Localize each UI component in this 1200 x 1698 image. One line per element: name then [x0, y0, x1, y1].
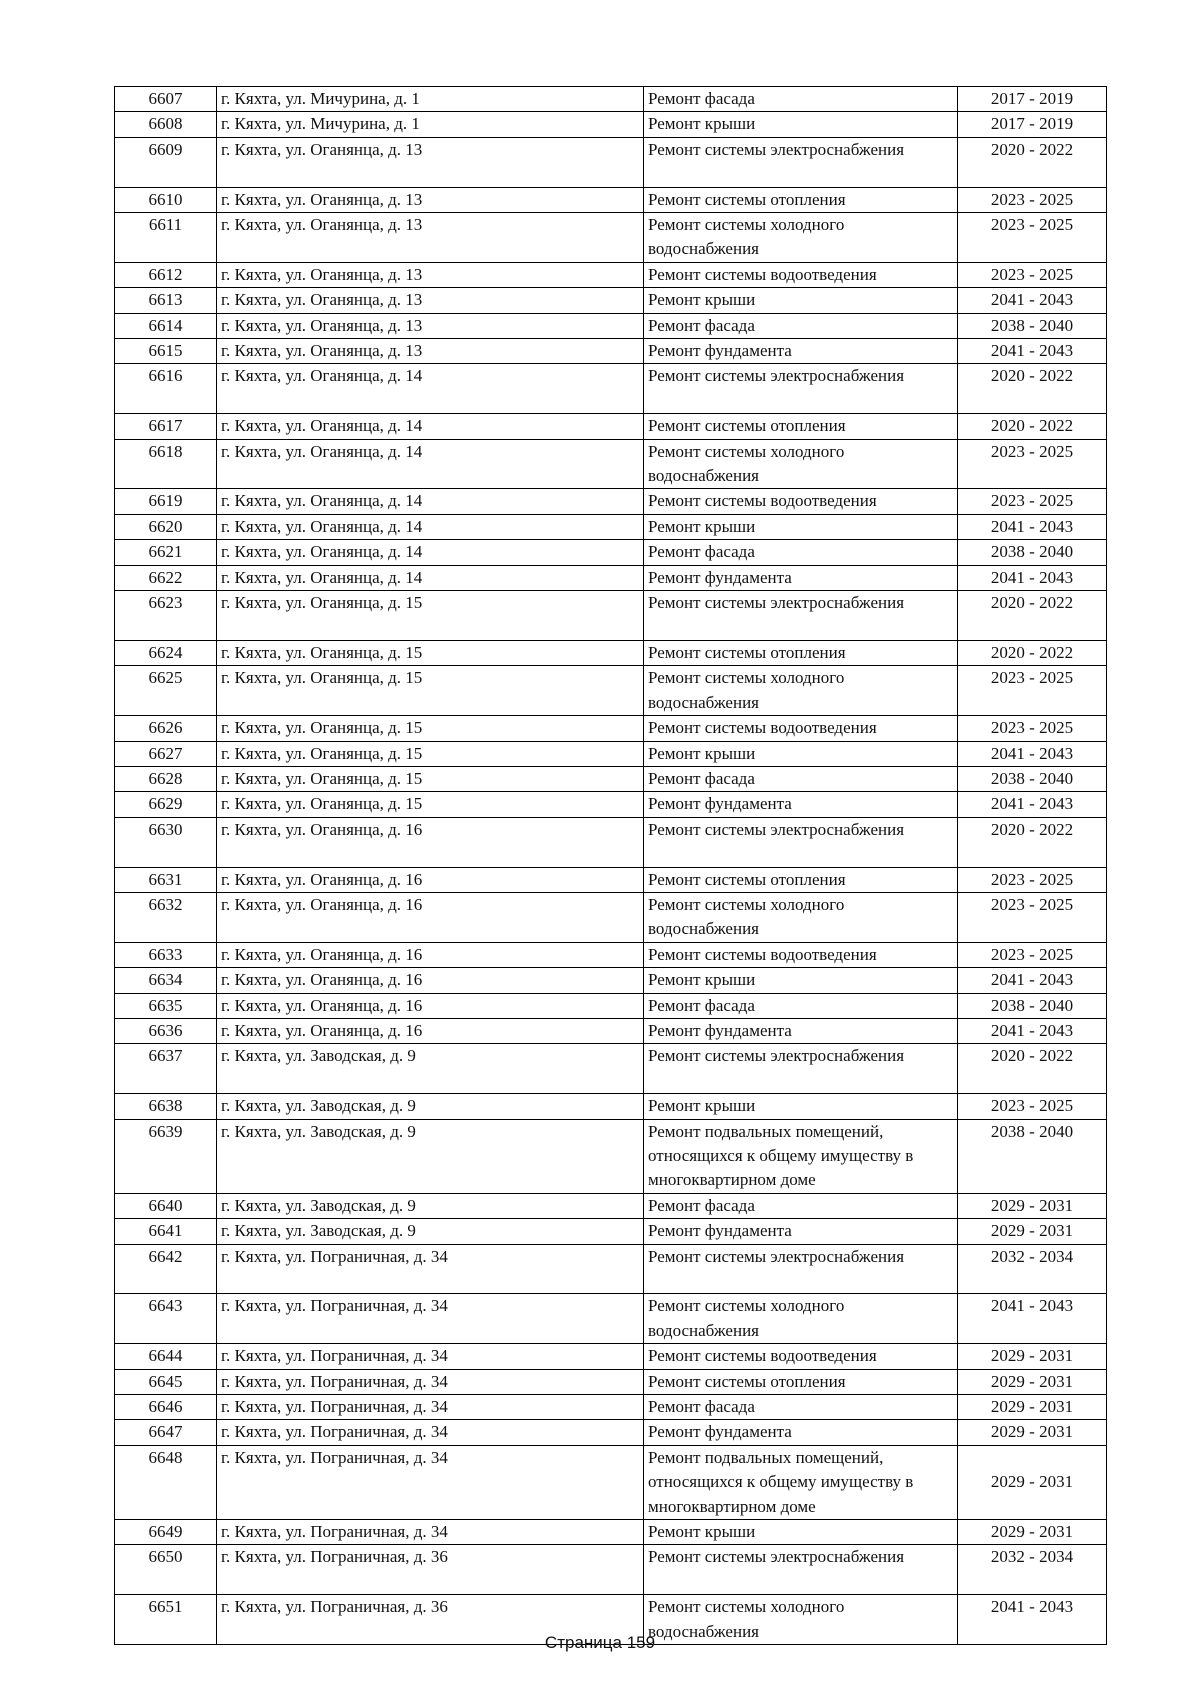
row-address: г. Кяхта, ул. Заводская, д. 9	[217, 1219, 644, 1244]
row-address: г. Кяхта, ул. Пограничная, д. 34	[217, 1344, 644, 1369]
row-address: г. Кяхта, ул. Пограничная, д. 36	[217, 1545, 644, 1595]
row-number: 6651	[115, 1595, 217, 1645]
table-row	[115, 867, 1107, 892]
table-row	[115, 313, 1107, 338]
row-work-type: Ремонт системы электроснабжения	[644, 1244, 958, 1294]
row-work-type: Ремонт системы холодного водоснабжения	[644, 892, 958, 942]
row-period: 2032 - 2034	[958, 1244, 1107, 1294]
row-number: 6623	[115, 591, 217, 641]
row-address: г. Кяхта, ул. Пограничная, д. 34	[217, 1244, 644, 1294]
row-number: 6633	[115, 942, 217, 967]
row-address: г. Кяхта, ул. Пограничная, д. 34	[217, 1294, 644, 1344]
row-period: 2023 - 2025	[958, 867, 1107, 892]
row-work-type: Ремонт крыши	[644, 514, 958, 539]
row-work-type: Ремонт фундамента	[644, 1420, 958, 1445]
table-row	[115, 540, 1107, 565]
row-number: 6613	[115, 288, 217, 313]
table-row	[115, 1044, 1107, 1094]
row-period: 2029 - 2031	[958, 1369, 1107, 1394]
row-address: г. Кяхта, ул. Оганянца, д. 13	[217, 288, 644, 313]
row-period: 2020 - 2022	[958, 1044, 1107, 1094]
row-number: 6644	[115, 1344, 217, 1369]
table-row	[115, 591, 1107, 641]
table-row	[115, 792, 1107, 817]
table-row	[115, 1520, 1107, 1545]
row-period: 2041 - 2043	[958, 1294, 1107, 1344]
row-work-type: Ремонт крыши	[644, 1520, 958, 1545]
table-row	[115, 942, 1107, 967]
table-row	[115, 87, 1107, 112]
row-work-type: Ремонт фасада	[644, 540, 958, 565]
table-row	[115, 1193, 1107, 1218]
row-period: 2023 - 2025	[958, 187, 1107, 212]
row-address: г. Кяхта, ул. Оганянца, д. 16	[217, 1018, 644, 1043]
row-work-type: Ремонт системы водоотведения	[644, 262, 958, 287]
row-period: 2041 - 2043	[958, 1595, 1107, 1645]
table-row	[115, 993, 1107, 1018]
row-period: 2017 - 2019	[958, 112, 1107, 137]
row-work-type: Ремонт крыши	[644, 741, 958, 766]
row-number: 6614	[115, 313, 217, 338]
table-row	[115, 1094, 1107, 1119]
row-period: 2029 - 2031	[958, 1219, 1107, 1244]
row-address: г. Кяхта, ул. Заводская, д. 9	[217, 1193, 644, 1218]
row-work-type: Ремонт системы водоотведения	[644, 942, 958, 967]
row-work-type: Ремонт подвальных помещений, относящихся к общему имуществу в многоквартирном доме	[644, 1119, 958, 1193]
row-period: 2038 - 2040	[958, 1119, 1107, 1193]
row-period: 2023 - 2025	[958, 262, 1107, 287]
row-work-type: Ремонт системы электроснабжения	[644, 364, 958, 414]
table-row	[115, 716, 1107, 741]
table-row	[115, 968, 1107, 993]
row-work-type: Ремонт крыши	[644, 112, 958, 137]
table-row	[115, 489, 1107, 514]
row-period: 2029 - 2031	[958, 1193, 1107, 1218]
table-row	[115, 1420, 1107, 1445]
row-period: 2023 - 2025	[958, 666, 1107, 716]
row-work-type: Ремонт системы холодного водоснабжения	[644, 439, 958, 489]
row-period: 2020 - 2022	[958, 414, 1107, 439]
table-row	[115, 288, 1107, 313]
row-work-type: Ремонт системы отопления	[644, 867, 958, 892]
row-number: 6632	[115, 892, 217, 942]
row-period: 2041 - 2043	[958, 288, 1107, 313]
row-work-type: Ремонт подвальных помещений, относящихся к общему имуществу в многоквартирном доме	[644, 1445, 958, 1519]
row-number: 6641	[115, 1219, 217, 1244]
table-row	[115, 414, 1107, 439]
row-number: 6618	[115, 439, 217, 489]
row-address: г. Кяхта, ул. Пограничная, д. 34	[217, 1395, 644, 1420]
row-address: г. Кяхта, ул. Оганянца, д. 16	[217, 892, 644, 942]
row-period: 2032 - 2034	[958, 1545, 1107, 1595]
table-row	[115, 213, 1107, 263]
row-period: 2041 - 2043	[958, 1018, 1107, 1043]
row-address: г. Кяхта, ул. Оганянца, д. 14	[217, 565, 644, 590]
row-work-type: Ремонт крыши	[644, 288, 958, 313]
row-period: 2041 - 2043	[958, 514, 1107, 539]
row-address: г. Кяхта, ул. Пограничная, д. 34	[217, 1369, 644, 1394]
row-number: 6642	[115, 1244, 217, 1294]
row-number: 6621	[115, 540, 217, 565]
table-row	[115, 640, 1107, 665]
row-work-type: Ремонт системы водоотведения	[644, 489, 958, 514]
table-row	[115, 339, 1107, 364]
row-period: 2029 - 2031	[958, 1344, 1107, 1369]
row-work-type: Ремонт фундамента	[644, 339, 958, 364]
row-address: г. Кяхта, ул. Оганянца, д. 14	[217, 414, 644, 439]
row-work-type: Ремонт фасада	[644, 993, 958, 1018]
row-address: г. Кяхта, ул. Пограничная, д. 34	[217, 1420, 644, 1445]
row-number: 6645	[115, 1369, 217, 1394]
row-number: 6648	[115, 1445, 217, 1519]
table-row	[115, 1219, 1107, 1244]
row-period: 2023 - 2025	[958, 892, 1107, 942]
row-number: 6627	[115, 741, 217, 766]
row-number: 6607	[115, 87, 217, 112]
row-period: 2041 - 2043	[958, 565, 1107, 590]
row-address: г. Кяхта, ул. Оганянца, д. 16	[217, 942, 644, 967]
row-address: г. Кяхта, ул. Пограничная, д. 34	[217, 1445, 644, 1519]
row-work-type: Ремонт системы водоотведения	[644, 716, 958, 741]
row-number: 6619	[115, 489, 217, 514]
row-work-type: Ремонт фасада	[644, 313, 958, 338]
row-number: 6635	[115, 993, 217, 1018]
row-period: 2029 - 2031	[958, 1520, 1107, 1545]
table-row	[115, 666, 1107, 716]
row-period: 2020 - 2022	[958, 364, 1107, 414]
table-body	[115, 87, 1107, 1645]
row-address: г. Кяхта, ул. Оганянца, д. 13	[217, 313, 644, 338]
row-number: 6626	[115, 716, 217, 741]
row-number: 6609	[115, 137, 217, 187]
table-row	[115, 112, 1107, 137]
row-period: 2029 - 2031	[958, 1420, 1107, 1445]
table-row	[115, 137, 1107, 187]
row-address: г. Кяхта, ул. Мичурина, д. 1	[217, 112, 644, 137]
row-work-type: Ремонт системы электроснабжения	[644, 1545, 958, 1595]
table-row	[115, 1119, 1107, 1193]
table-row	[115, 1445, 1107, 1519]
row-work-type: Ремонт фундамента	[644, 1219, 958, 1244]
row-address: г. Кяхта, ул. Оганянца, д. 16	[217, 817, 644, 867]
row-period: 2029 - 2031	[958, 1395, 1107, 1420]
row-period: 2023 - 2025	[958, 716, 1107, 741]
row-address: г. Кяхта, ул. Оганянца, д. 16	[217, 968, 644, 993]
row-period: 2023 - 2025	[958, 439, 1107, 489]
row-number: 6608	[115, 112, 217, 137]
page-number: Страница 159	[544, 1633, 656, 1652]
row-period: 2029 - 2031	[958, 1445, 1107, 1519]
row-period: 2017 - 2019	[958, 87, 1107, 112]
row-work-type: Ремонт крыши	[644, 1094, 958, 1119]
table-row	[115, 817, 1107, 867]
row-number: 6649	[115, 1520, 217, 1545]
row-number: 6647	[115, 1420, 217, 1445]
row-work-type: Ремонт системы холодного водоснабжения	[644, 1595, 958, 1645]
row-period: 2023 - 2025	[958, 942, 1107, 967]
table-row	[115, 187, 1107, 212]
row-work-type: Ремонт системы холодного водоснабжения	[644, 1294, 958, 1344]
table-row	[115, 1018, 1107, 1043]
row-address: г. Кяхта, ул. Оганянца, д. 15	[217, 792, 644, 817]
row-address: г. Кяхта, ул. Оганянца, д. 16	[217, 993, 644, 1018]
row-address: г. Кяхта, ул. Оганянца, д. 13	[217, 213, 644, 263]
row-number: 6616	[115, 364, 217, 414]
row-number: 6640	[115, 1193, 217, 1218]
row-number: 6612	[115, 262, 217, 287]
table-row	[115, 1369, 1107, 1394]
row-number: 6624	[115, 640, 217, 665]
row-period: 2023 - 2025	[958, 213, 1107, 263]
row-work-type: Ремонт системы электроснабжения	[644, 137, 958, 187]
row-work-type: Ремонт системы электроснабжения	[644, 817, 958, 867]
row-number: 6643	[115, 1294, 217, 1344]
row-work-type: Ремонт системы электроснабжения	[644, 1044, 958, 1094]
row-number: 6650	[115, 1545, 217, 1595]
row-address: г. Кяхта, ул. Оганянца, д. 16	[217, 867, 644, 892]
row-address: г. Кяхта, ул. Мичурина, д. 1	[217, 87, 644, 112]
row-address: г. Кяхта, ул. Пограничная, д. 34	[217, 1520, 644, 1545]
table-row	[115, 1294, 1107, 1344]
row-period: 2020 - 2022	[958, 591, 1107, 641]
table-row	[115, 262, 1107, 287]
row-address: г. Кяхта, ул. Оганянца, д. 15	[217, 640, 644, 665]
row-work-type: Ремонт фасада	[644, 1395, 958, 1420]
table-row	[115, 1344, 1107, 1369]
row-work-type: Ремонт системы электроснабжения	[644, 591, 958, 641]
row-work-type: Ремонт системы отопления	[644, 640, 958, 665]
row-period: 2041 - 2043	[958, 339, 1107, 364]
row-address: г. Кяхта, ул. Оганянца, д. 13	[217, 262, 644, 287]
row-number: 6617	[115, 414, 217, 439]
row-address: г. Кяхта, ул. Оганянца, д. 15	[217, 666, 644, 716]
row-number: 6630	[115, 817, 217, 867]
table-row	[115, 1244, 1107, 1294]
row-work-type: Ремонт системы водоотведения	[644, 1344, 958, 1369]
table-row	[115, 892, 1107, 942]
row-number: 6628	[115, 766, 217, 791]
table-row	[115, 766, 1107, 791]
table-row	[115, 565, 1107, 590]
row-period: 2041 - 2043	[958, 741, 1107, 766]
row-number: 6636	[115, 1018, 217, 1043]
row-number: 6620	[115, 514, 217, 539]
row-address: г. Кяхта, ул. Заводская, д. 9	[217, 1044, 644, 1094]
row-period: 2020 - 2022	[958, 640, 1107, 665]
row-number: 6637	[115, 1044, 217, 1094]
row-period: 2038 - 2040	[958, 766, 1107, 791]
table-row	[115, 1545, 1107, 1595]
row-work-type: Ремонт фундамента	[644, 792, 958, 817]
table-row	[115, 364, 1107, 414]
row-number: 6615	[115, 339, 217, 364]
row-work-type: Ремонт крыши	[644, 968, 958, 993]
row-period: 2041 - 2043	[958, 792, 1107, 817]
row-period: 2023 - 2025	[958, 1094, 1107, 1119]
row-number: 6631	[115, 867, 217, 892]
row-period: 2038 - 2040	[958, 313, 1107, 338]
row-number: 6639	[115, 1119, 217, 1193]
row-work-type: Ремонт системы холодного водоснабжения	[644, 213, 958, 263]
row-number: 6629	[115, 792, 217, 817]
row-address: г. Кяхта, ул. Заводская, д. 9	[217, 1094, 644, 1119]
row-address: г. Кяхта, ул. Оганянца, д. 13	[217, 187, 644, 212]
row-period: 2020 - 2022	[958, 137, 1107, 187]
table-row	[115, 439, 1107, 489]
row-work-type: Ремонт системы холодного водоснабжения	[644, 666, 958, 716]
row-number: 6625	[115, 666, 217, 716]
row-work-type: Ремонт системы отопления	[644, 414, 958, 439]
row-address: г. Кяхта, ул. Заводская, д. 9	[217, 1119, 644, 1193]
row-address: г. Кяхта, ул. Оганянца, д. 14	[217, 364, 644, 414]
row-address: г. Кяхта, ул. Оганянца, д. 15	[217, 591, 644, 641]
row-period: 2041 - 2043	[958, 968, 1107, 993]
repair-schedule-table	[114, 86, 1107, 1645]
row-work-type: Ремонт фундамента	[644, 1018, 958, 1043]
row-address: г. Кяхта, ул. Оганянца, д. 14	[217, 489, 644, 514]
row-address: г. Кяхта, ул. Оганянца, д. 14	[217, 439, 644, 489]
table-row	[115, 1395, 1107, 1420]
row-work-type: Ремонт фундамента	[644, 565, 958, 590]
row-work-type: Ремонт фасада	[644, 766, 958, 791]
row-address: г. Кяхта, ул. Пограничная, д. 36	[217, 1595, 644, 1645]
row-period: 2038 - 2040	[958, 540, 1107, 565]
row-number: 6611	[115, 213, 217, 263]
row-number: 6610	[115, 187, 217, 212]
row-number: 6638	[115, 1094, 217, 1119]
row-period: 2023 - 2025	[958, 489, 1107, 514]
row-address: г. Кяхта, ул. Оганянца, д. 15	[217, 766, 644, 791]
row-period: 2038 - 2040	[958, 993, 1107, 1018]
row-address: г. Кяхта, ул. Оганянца, д. 15	[217, 716, 644, 741]
row-number: 6634	[115, 968, 217, 993]
row-work-type: Ремонт фасада	[644, 87, 958, 112]
table-row	[115, 514, 1107, 539]
row-number: 6646	[115, 1395, 217, 1420]
row-address: г. Кяхта, ул. Оганянца, д. 14	[217, 540, 644, 565]
row-address: г. Кяхта, ул. Оганянца, д. 13	[217, 137, 644, 187]
table-row	[115, 741, 1107, 766]
row-period: 2020 - 2022	[958, 817, 1107, 867]
row-work-type: Ремонт системы отопления	[644, 187, 958, 212]
row-address: г. Кяхта, ул. Оганянца, д. 15	[217, 741, 644, 766]
row-address: г. Кяхта, ул. Оганянца, д. 13	[217, 339, 644, 364]
row-number: 6622	[115, 565, 217, 590]
row-work-type: Ремонт системы отопления	[644, 1369, 958, 1394]
row-work-type: Ремонт фасада	[644, 1193, 958, 1218]
row-address: г. Кяхта, ул. Оганянца, д. 14	[217, 514, 644, 539]
